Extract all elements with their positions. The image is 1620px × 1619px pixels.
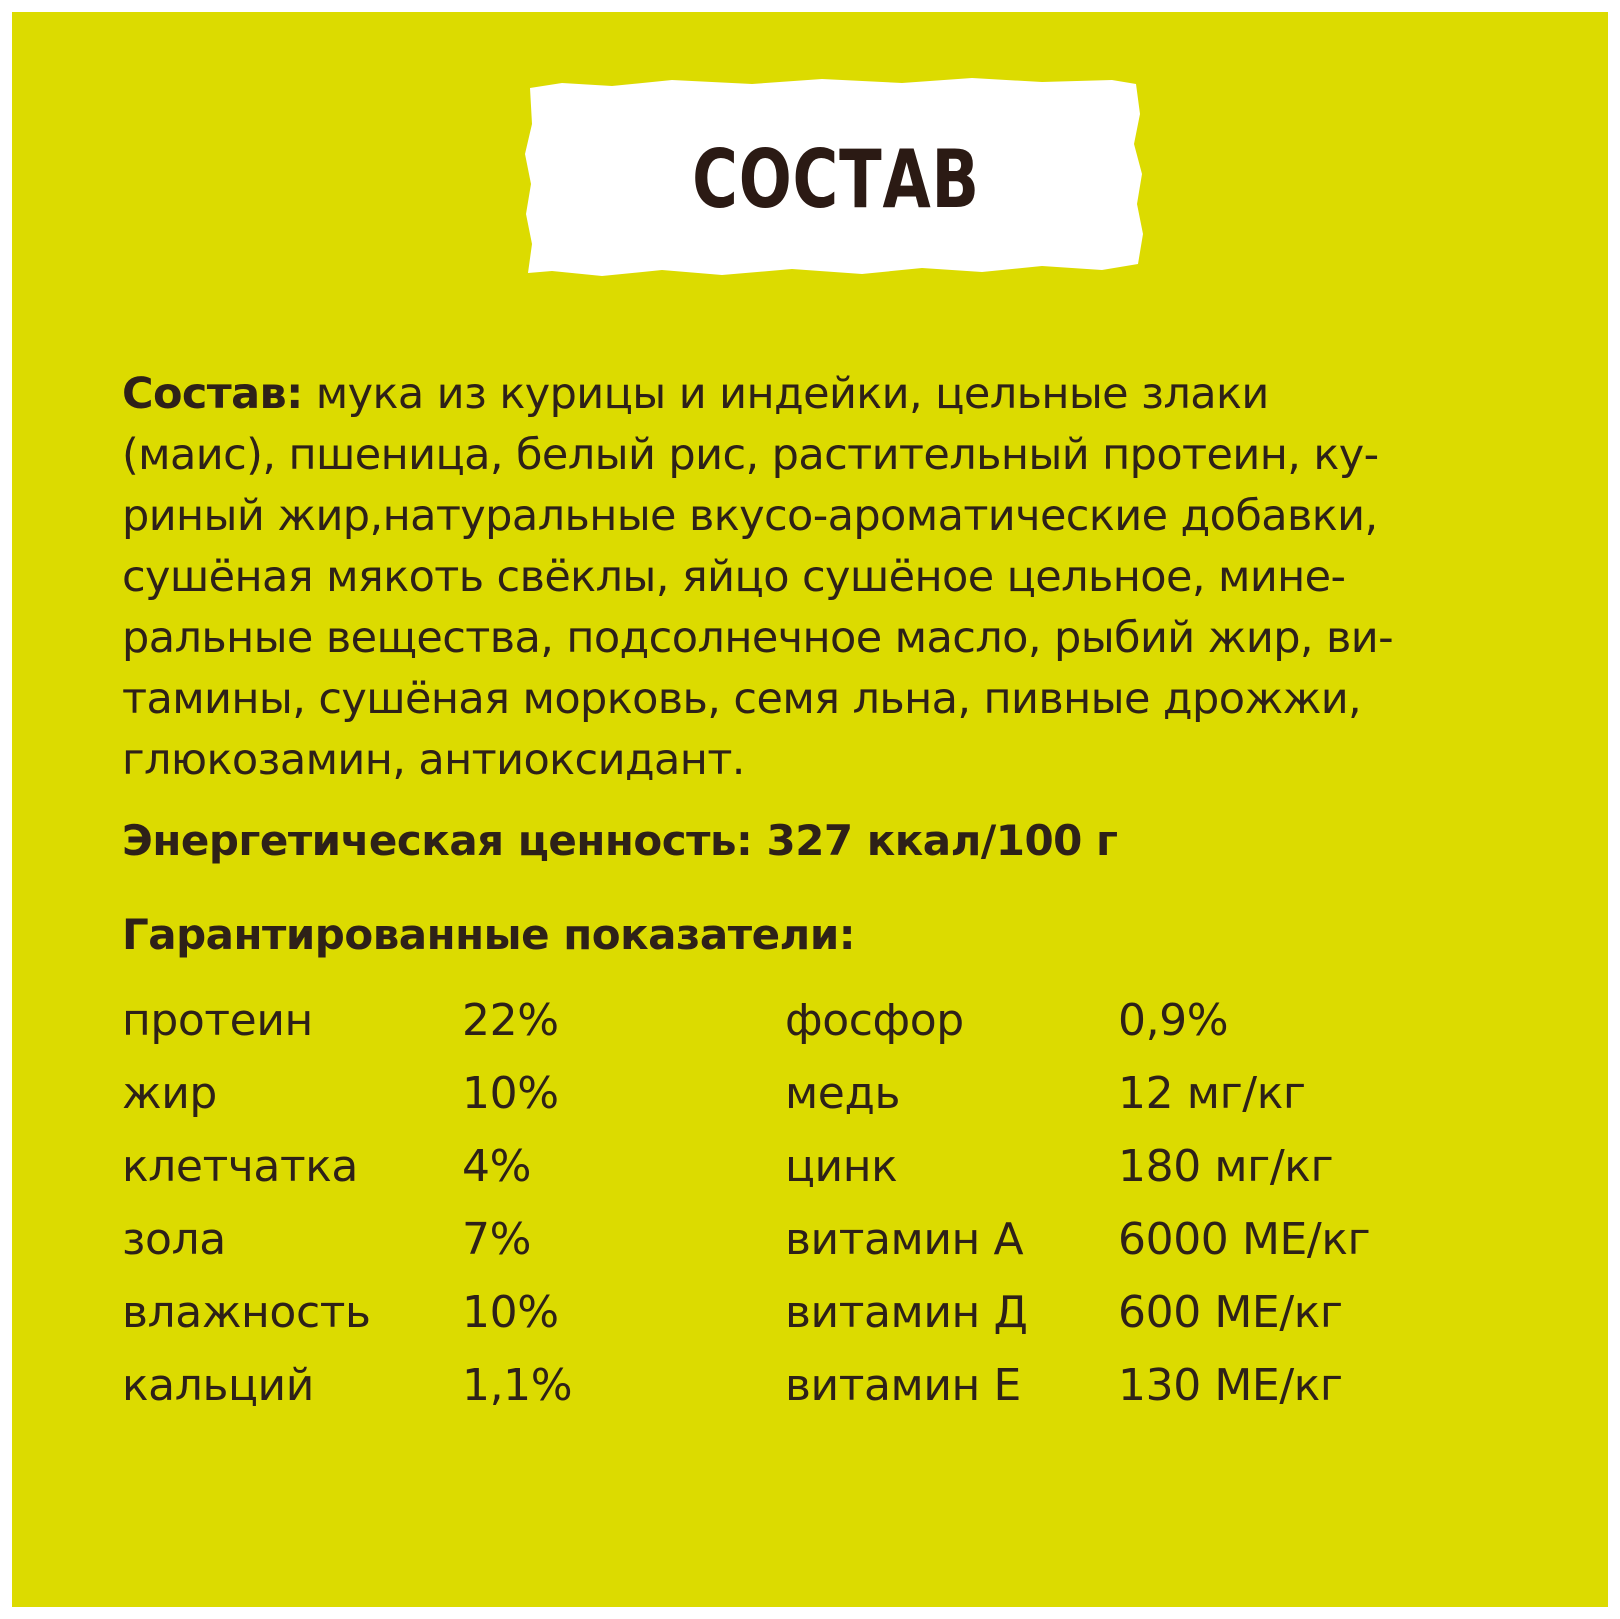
composition-text: мука из курицы и индейки, цельные злаки (маис), пшеница, белый рис, растительный протеин, ку- риный жир,натуральные вкусо-ароматические добавки, сушёная мякоть свёклы, яйцо сушёное цельное, мине- ральные вещества, подсолнечное масло, рыбий жир, ви- тамины, сушёная морковь, семя льна, пивные дрожжи, глюкозамин, антиоксидант. (122, 369, 1394, 785)
indicator-value: 12 мг/кг (1118, 1068, 1306, 1119)
indicator-value: 10% (462, 1287, 559, 1338)
indicator-value: 1,1% (462, 1360, 573, 1411)
indicator-value: 7% (462, 1214, 532, 1265)
content (122, 364, 1542, 1433)
indicator-name: влажность (122, 1287, 371, 1338)
table-row (122, 1287, 1542, 1360)
indicator-name: медь (785, 1068, 901, 1119)
table-row (122, 1214, 1542, 1287)
indicator-name: протеин (122, 995, 313, 1046)
indicator-name: зола (122, 1214, 226, 1265)
indicator-value: 22% (462, 995, 559, 1046)
composition-paragraph (122, 364, 1542, 791)
indicator-value: 600 МЕ/кг (1118, 1287, 1343, 1338)
background-panel (12, 12, 1608, 1607)
page-title: СОСТАВ (692, 132, 980, 226)
table-row (122, 1360, 1542, 1433)
table-row (122, 1141, 1542, 1214)
indicator-name: жир (122, 1068, 217, 1119)
indicator-value: 180 мг/кг (1118, 1141, 1334, 1192)
indicator-name: витамин Д (785, 1287, 1028, 1338)
indicator-value: 0,9% (1118, 995, 1229, 1046)
guaranteed-heading: Гарантированные показатели: (122, 910, 856, 959)
indicator-value: 10% (462, 1068, 559, 1119)
indicator-value: 6000 МЕ/кг (1118, 1214, 1371, 1265)
table-row (122, 995, 1542, 1068)
energy-value: Энергетическая ценность: 327 ккал/100 г (122, 816, 1118, 865)
indicators-table (122, 995, 1542, 1433)
indicator-name: витамин А (785, 1214, 1024, 1265)
indicator-value: 130 МЕ/кг (1118, 1360, 1343, 1411)
indicator-name: клетчатка (122, 1141, 358, 1192)
composition-label: Состав: (122, 369, 303, 419)
indicator-name: фосфор (785, 995, 964, 1046)
indicator-value: 4% (462, 1141, 532, 1192)
table-row (122, 1068, 1542, 1141)
indicator-name: витамин Е (785, 1360, 1021, 1411)
indicator-name: цинк (785, 1141, 898, 1192)
indicator-name: кальций (122, 1360, 314, 1411)
title-banner (522, 74, 1150, 284)
